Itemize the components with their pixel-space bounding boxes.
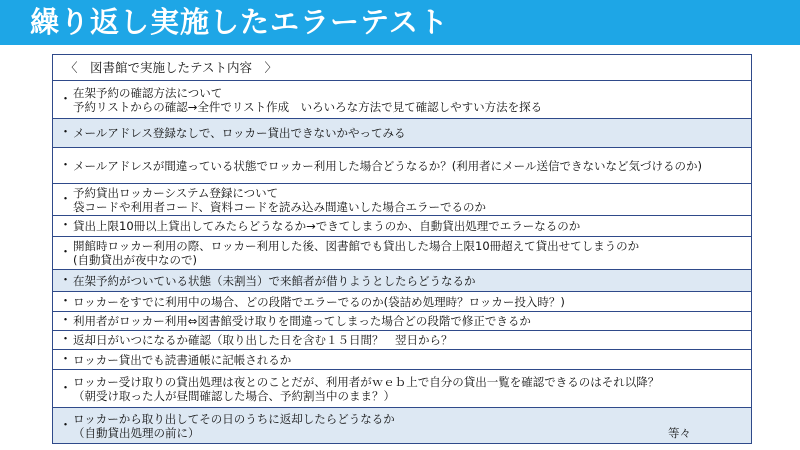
- table-header: 〈 図書館で実施したテスト内容 〉: [65, 59, 278, 75]
- bullet-icon: ・: [59, 272, 73, 288]
- table-row: [53, 350, 751, 370]
- row-text: 袋コードや利用者コード、資料コードを読み込み間違いした場合エラーでるのか: [73, 199, 486, 214]
- table-row: [53, 270, 751, 292]
- row-text: 貸出上限10冊以上貸出してみたらどうなるか→できてしまうのか、自動貸出処理でエラーなるのか: [73, 219, 581, 233]
- row-text: ロッカー受け取りの貸出処理は夜とのことだが、利用者がｗｅｂ上で自分の貸出一覧を確認できるのはそれ以降？: [73, 374, 660, 389]
- row-text: 開館時ロッカー利用の際、ロッカー利用した後、図書館でも貸出した場合上限10冊超えて貸出せてしまうのか: [73, 239, 640, 253]
- row-text: メールアドレス登録なしで、ロッカー貸出できないかやってみる: [73, 126, 406, 140]
- table-row: [53, 312, 751, 331]
- table-row: [53, 331, 751, 350]
- row-text: ロッカー貸出でも読書通帳に記帳されるか: [73, 352, 292, 367]
- bullet-icon: ・: [59, 191, 73, 207]
- row-text: (自動貸出が夜中なので): [73, 253, 197, 267]
- row-text: 在架予約がついている状態（未割当）で来館者が借りようとしたらどうなるか: [73, 273, 476, 288]
- row-text: 予約リストからの確認→全件でリスト作成 いろいろな方法で見て確認しやすい方法を探る: [73, 99, 543, 114]
- table-row: [53, 184, 751, 216]
- row-text: 返却日がいつになるか確認（取り出した日を含む１５日間？ 翌日から？: [73, 333, 453, 347]
- table-row: [53, 237, 751, 270]
- bullet-icon: ・: [59, 218, 73, 233]
- table-row: [53, 216, 751, 237]
- bullet-icon: ・: [59, 417, 73, 433]
- bullet-icon: ・: [59, 313, 73, 328]
- title-bar: [0, 0, 800, 45]
- slide-title: 繰り返し実施したエラーテスト: [30, 5, 449, 39]
- test-list-table: [52, 54, 752, 444]
- bullet-icon: ・: [59, 332, 73, 347]
- row-text: 在架予約の確認方法について: [73, 85, 223, 100]
- bullet-icon: ・: [59, 157, 73, 173]
- row-text: メールアドレスが間違っている状態でロッカー利用した場合どうなるか？(利用者にメール送信できないなど気づけるのか): [73, 158, 702, 173]
- table-header-row: [53, 55, 751, 81]
- etc-label: 等々: [668, 426, 691, 440]
- bullet-icon: ・: [59, 293, 73, 309]
- row-text: （朝受け取った人が昼間確認した場合、予約割当中のまま？）: [73, 388, 395, 403]
- table-row: [53, 81, 751, 119]
- table-row: [53, 148, 751, 184]
- table-row: [53, 408, 751, 443]
- table-row: [53, 119, 751, 148]
- row-text: ロッカーをすでに利用中の場合、どの段階でエラーでるのか(袋詰め処理時？ロッカー投入時？): [73, 294, 565, 309]
- bullet-icon: ・: [59, 380, 73, 396]
- table-row: [53, 292, 751, 312]
- row-text: 予約貸出ロッカーシステム登録について: [73, 185, 279, 200]
- row-text: 利用者がロッカー利用⇔図書館受け取りを間違ってしまった場合どの段階で修正できるか: [73, 314, 531, 328]
- bullet-icon: ・: [59, 245, 73, 260]
- bullet-icon: ・: [59, 125, 73, 140]
- row-text: （自動貸出処理の前に）: [73, 425, 200, 440]
- row-text: ロッカーから取り出してその日のうちに返却したらどうなるか: [73, 411, 395, 426]
- bullet-icon: ・: [59, 351, 73, 367]
- bullet-icon: ・: [59, 91, 73, 107]
- table-row: [53, 370, 751, 408]
